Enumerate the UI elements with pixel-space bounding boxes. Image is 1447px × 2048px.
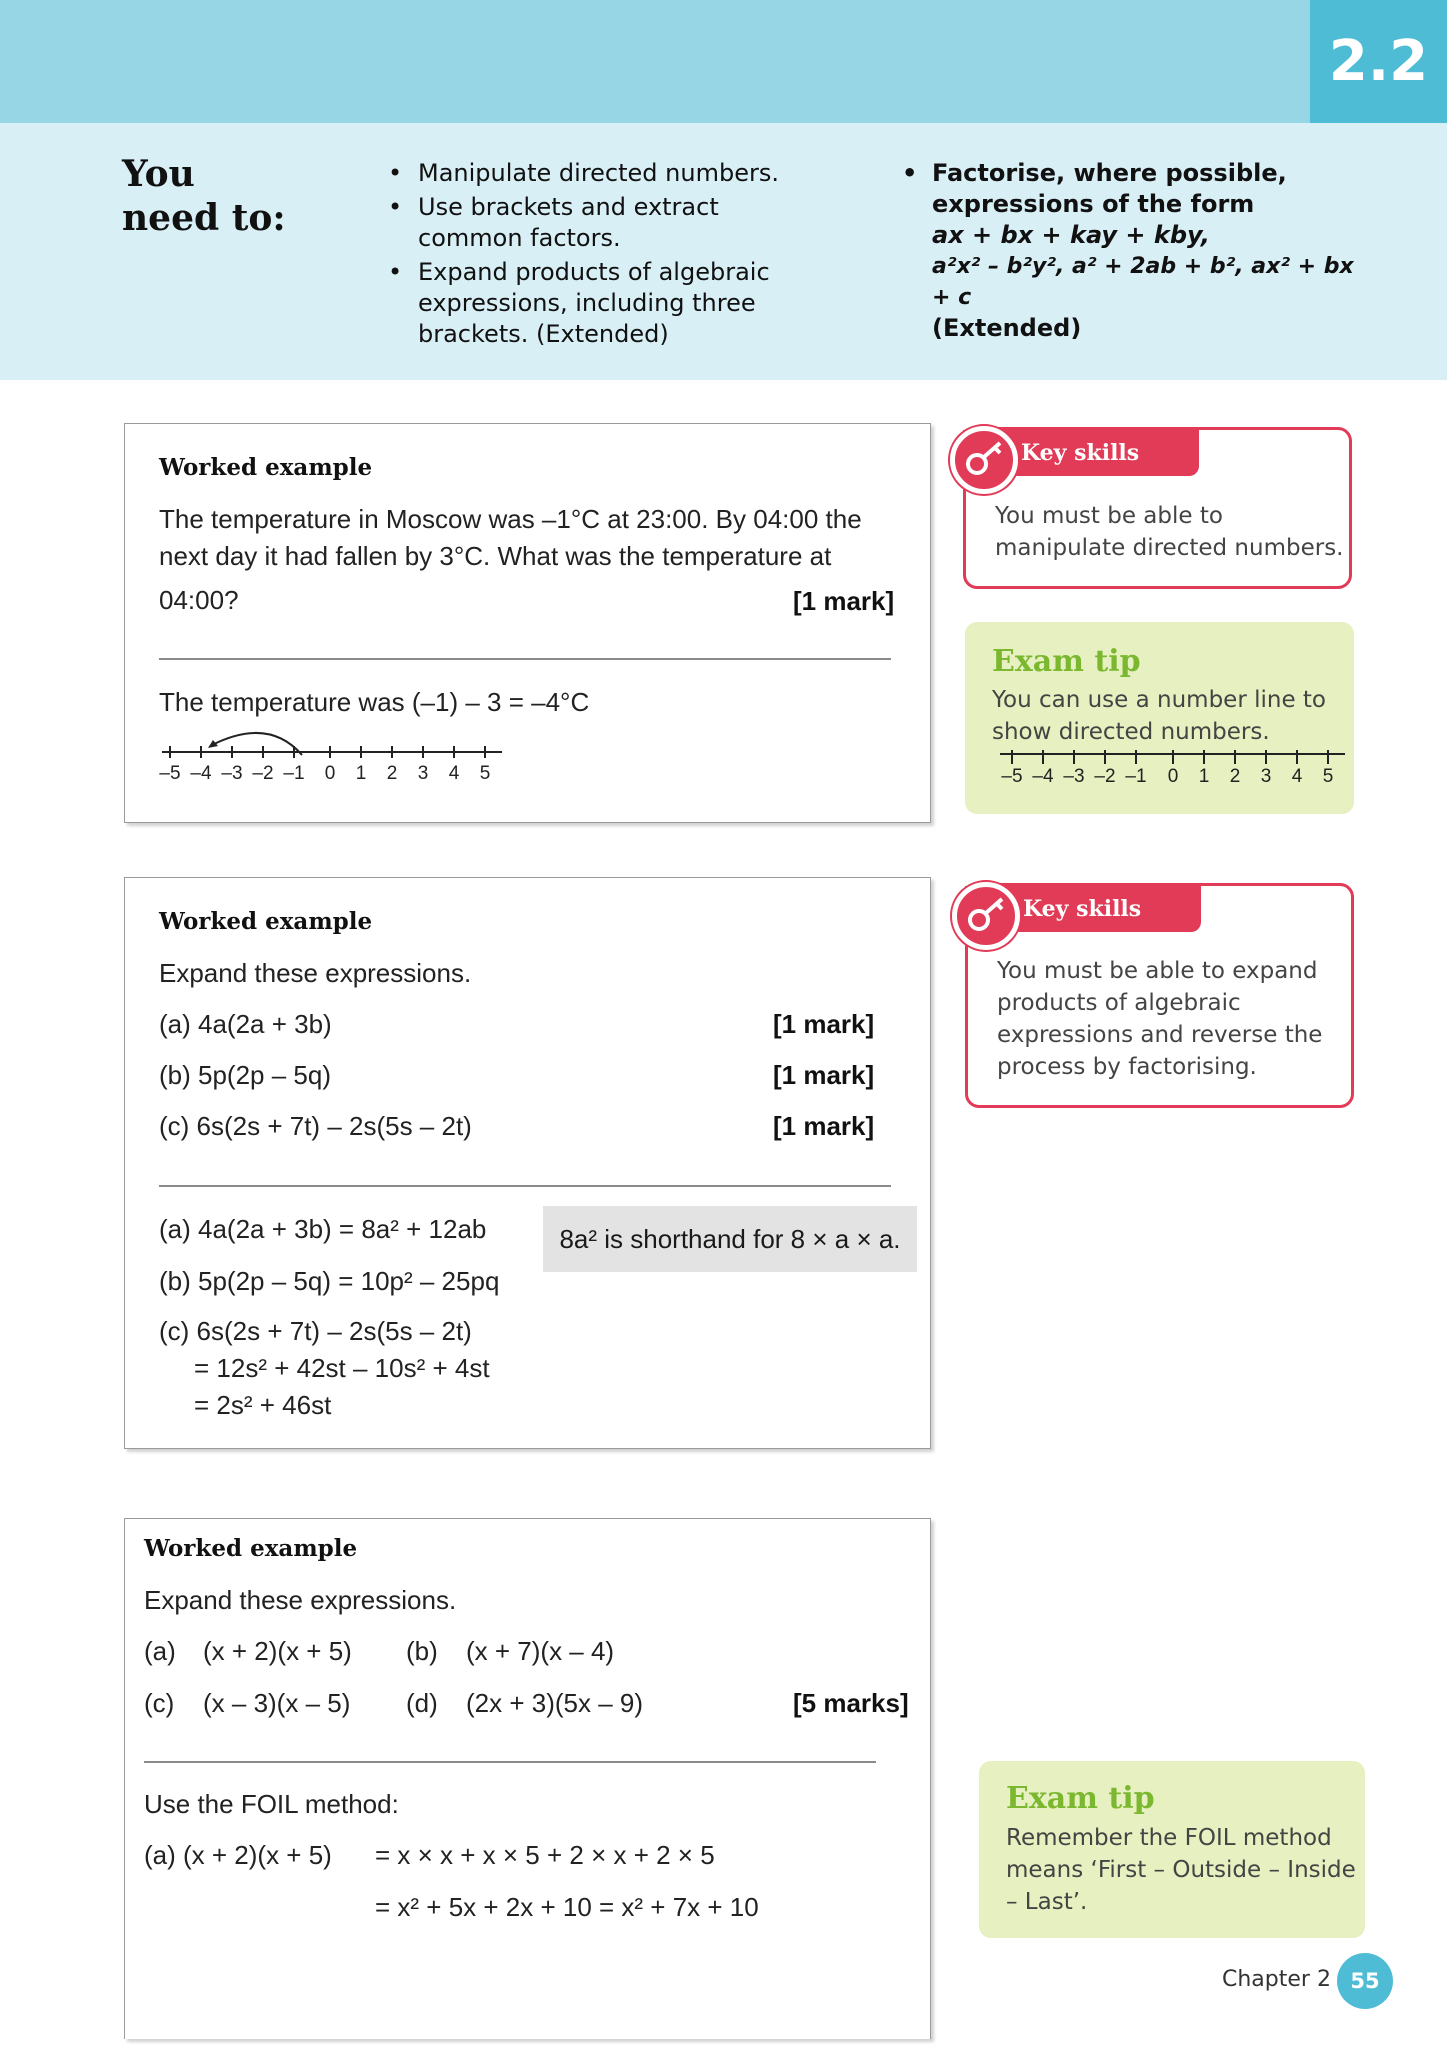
working-label: (a) (x + 2)(x + 5) — [144, 1840, 332, 1870]
tick-label: 5 — [1322, 766, 1334, 787]
question-label: (b) — [406, 1636, 438, 1666]
worked-example-title: Worked example — [144, 1535, 358, 1562]
key-skills-label: Key skills — [965, 886, 1201, 932]
text-line: manipulate directed numbers. — [995, 535, 1344, 561]
answer-line: = 12s² + 42st – 10s² + 4st — [194, 1353, 490, 1383]
objective-item: • Expand products of algebraic expressions, including three brackets. (Extended) — [384, 257, 824, 350]
text-line: products of algebraic — [997, 990, 1241, 1016]
objectives-title — [122, 152, 322, 240]
objectives-title-line1: You — [122, 153, 195, 195]
divider — [159, 658, 891, 660]
question-label: (d) — [406, 1688, 438, 1718]
key-skills-text — [997, 955, 1322, 1083]
question-line: The temperature in Moscow was –1°C at 23:00. By 04:00 the — [159, 504, 862, 534]
question-line: 04:00? — [159, 585, 239, 615]
key-skills-text — [995, 500, 1343, 564]
number-line-1 — [150, 720, 510, 760]
tick-label: 0 — [1167, 766, 1179, 787]
tick-label: –3 — [1063, 766, 1085, 787]
tick-label: –1 — [1125, 766, 1147, 787]
text-line: expressions and reverse the — [997, 1022, 1323, 1048]
key-skills-label: Key skills — [963, 430, 1199, 476]
question-expression: (x + 7)(x – 4) — [466, 1636, 615, 1666]
tick-label: 1 — [355, 763, 367, 784]
objective-item: • Use brackets and extract common factors. — [384, 192, 824, 254]
marks-label: [1 mark] — [773, 1111, 875, 1141]
key-icon — [950, 426, 1018, 494]
objective-line: ax + bx + kay + kby, — [932, 221, 1210, 249]
page-number: 55 — [1337, 1953, 1393, 2009]
objective-line: • Factorise, where possible, — [932, 159, 1287, 187]
exam-tip-text — [992, 684, 1326, 748]
text-line: You can use a number line to — [992, 687, 1326, 713]
tick-label: 1 — [1198, 766, 1210, 787]
answer-line: (b) 5p(2p – 5q) = 10p² – 25pq — [159, 1266, 500, 1296]
marks-label: [1 mark] — [793, 586, 895, 616]
tick-label: –4 — [190, 763, 212, 784]
tick-label: –2 — [1094, 766, 1116, 787]
text-line: means ‘First – Outside – Inside — [1006, 1857, 1356, 1883]
objective-line: (Extended) — [932, 314, 1082, 342]
exam-tip-text — [1006, 1822, 1356, 1918]
objective-item: • Manipulate directed numbers. — [384, 158, 824, 189]
answer-line: (a) 4a(2a + 3b) = 8a² + 12ab — [159, 1214, 487, 1244]
marks-label: [5 marks] — [793, 1688, 909, 1718]
objectives-left-list — [384, 158, 824, 353]
question-line: (c) 6s(2s + 7t) – 2s(5s – 2t) — [159, 1111, 472, 1141]
number-line-ticks — [1012, 750, 1328, 764]
text-line: process by factorising. — [997, 1054, 1257, 1080]
tick-label: 2 — [1229, 766, 1241, 787]
question-expression: (2x + 3)(5x – 9) — [466, 1688, 644, 1718]
worked-example-title: Worked example — [159, 454, 373, 481]
question-label: (a) — [144, 1636, 176, 1666]
objective-line: expressions of the form — [932, 190, 1255, 218]
text-line: You must be able to expand — [997, 958, 1318, 984]
objectives-title-line2: need to: — [122, 197, 286, 239]
text-line: show directed numbers. — [992, 719, 1270, 745]
question-expression: (x – 3)(x – 5) — [203, 1688, 351, 1718]
working-line: = x × x + x × 5 + 2 × x + 2 × 5 — [375, 1840, 715, 1870]
text-line: Remember the FOIL method — [1006, 1825, 1332, 1851]
answer-line: = 2s² + 46st — [194, 1390, 332, 1420]
tick-label: 4 — [448, 763, 460, 784]
worked-example-title: Worked example — [159, 908, 373, 935]
answer-line: (c) 6s(2s + 7t) – 2s(5s – 2t) — [159, 1316, 472, 1346]
question-line: (b) 5p(2p – 5q) — [159, 1060, 331, 1090]
shorthand-note: 8a² is shorthand for 8 × a × a. — [543, 1206, 917, 1272]
tick-label: 5 — [479, 763, 491, 784]
question-line: (a) 4a(2a + 3b) — [159, 1009, 332, 1039]
question-label: (c) — [144, 1688, 175, 1718]
answer-line: The temperature was (–1) – 3 = –4°C — [159, 687, 590, 717]
exam-tip-title: Exam tip — [992, 644, 1141, 679]
key-icon — [952, 882, 1020, 950]
tick-label: 3 — [1260, 766, 1272, 787]
question-line: next day it had fallen by 3°C. What was the temperature at — [159, 541, 832, 571]
question-expression: (x + 2)(x + 5) — [203, 1636, 352, 1666]
tick-label: –1 — [283, 763, 305, 784]
objective-line: a²x² – b²y², a² + 2ab + b², ax² + bx + c — [932, 254, 1354, 310]
section-number: 2.2 — [1310, 0, 1447, 123]
tick-label: 4 — [1291, 766, 1303, 787]
tick-label: 3 — [417, 763, 429, 784]
divider — [144, 1761, 876, 1763]
marks-label: [1 mark] — [773, 1009, 875, 1039]
header-bar — [0, 0, 1447, 123]
text-line: You must be able to — [995, 503, 1223, 529]
tick-label: –3 — [221, 763, 243, 784]
tick-label: –4 — [1032, 766, 1054, 787]
text-line: – Last’. — [1006, 1889, 1088, 1915]
working-line: = x² + 5x + 2x + 10 = x² + 7x + 10 — [375, 1892, 759, 1922]
objective-item — [898, 158, 1378, 344]
tick-label: –5 — [1001, 766, 1023, 787]
divider — [159, 1185, 891, 1187]
objectives-right-list — [898, 158, 1378, 347]
jump-arrowhead — [208, 740, 218, 748]
tick-label: –2 — [252, 763, 274, 784]
worked-example-1 — [124, 423, 931, 823]
method-line: Use the FOIL method: — [144, 1789, 399, 1819]
marks-label: [1 mark] — [773, 1060, 875, 1090]
chapter-label: Chapter 2 — [1222, 1967, 1331, 1992]
tick-label: –5 — [159, 763, 181, 784]
tick-label: 2 — [386, 763, 398, 784]
exam-tip-title: Exam tip — [1006, 1781, 1155, 1816]
question-intro: Expand these expressions. — [159, 958, 472, 988]
tick-label: 0 — [324, 763, 336, 784]
question-intro: Expand these expressions. — [144, 1585, 457, 1615]
